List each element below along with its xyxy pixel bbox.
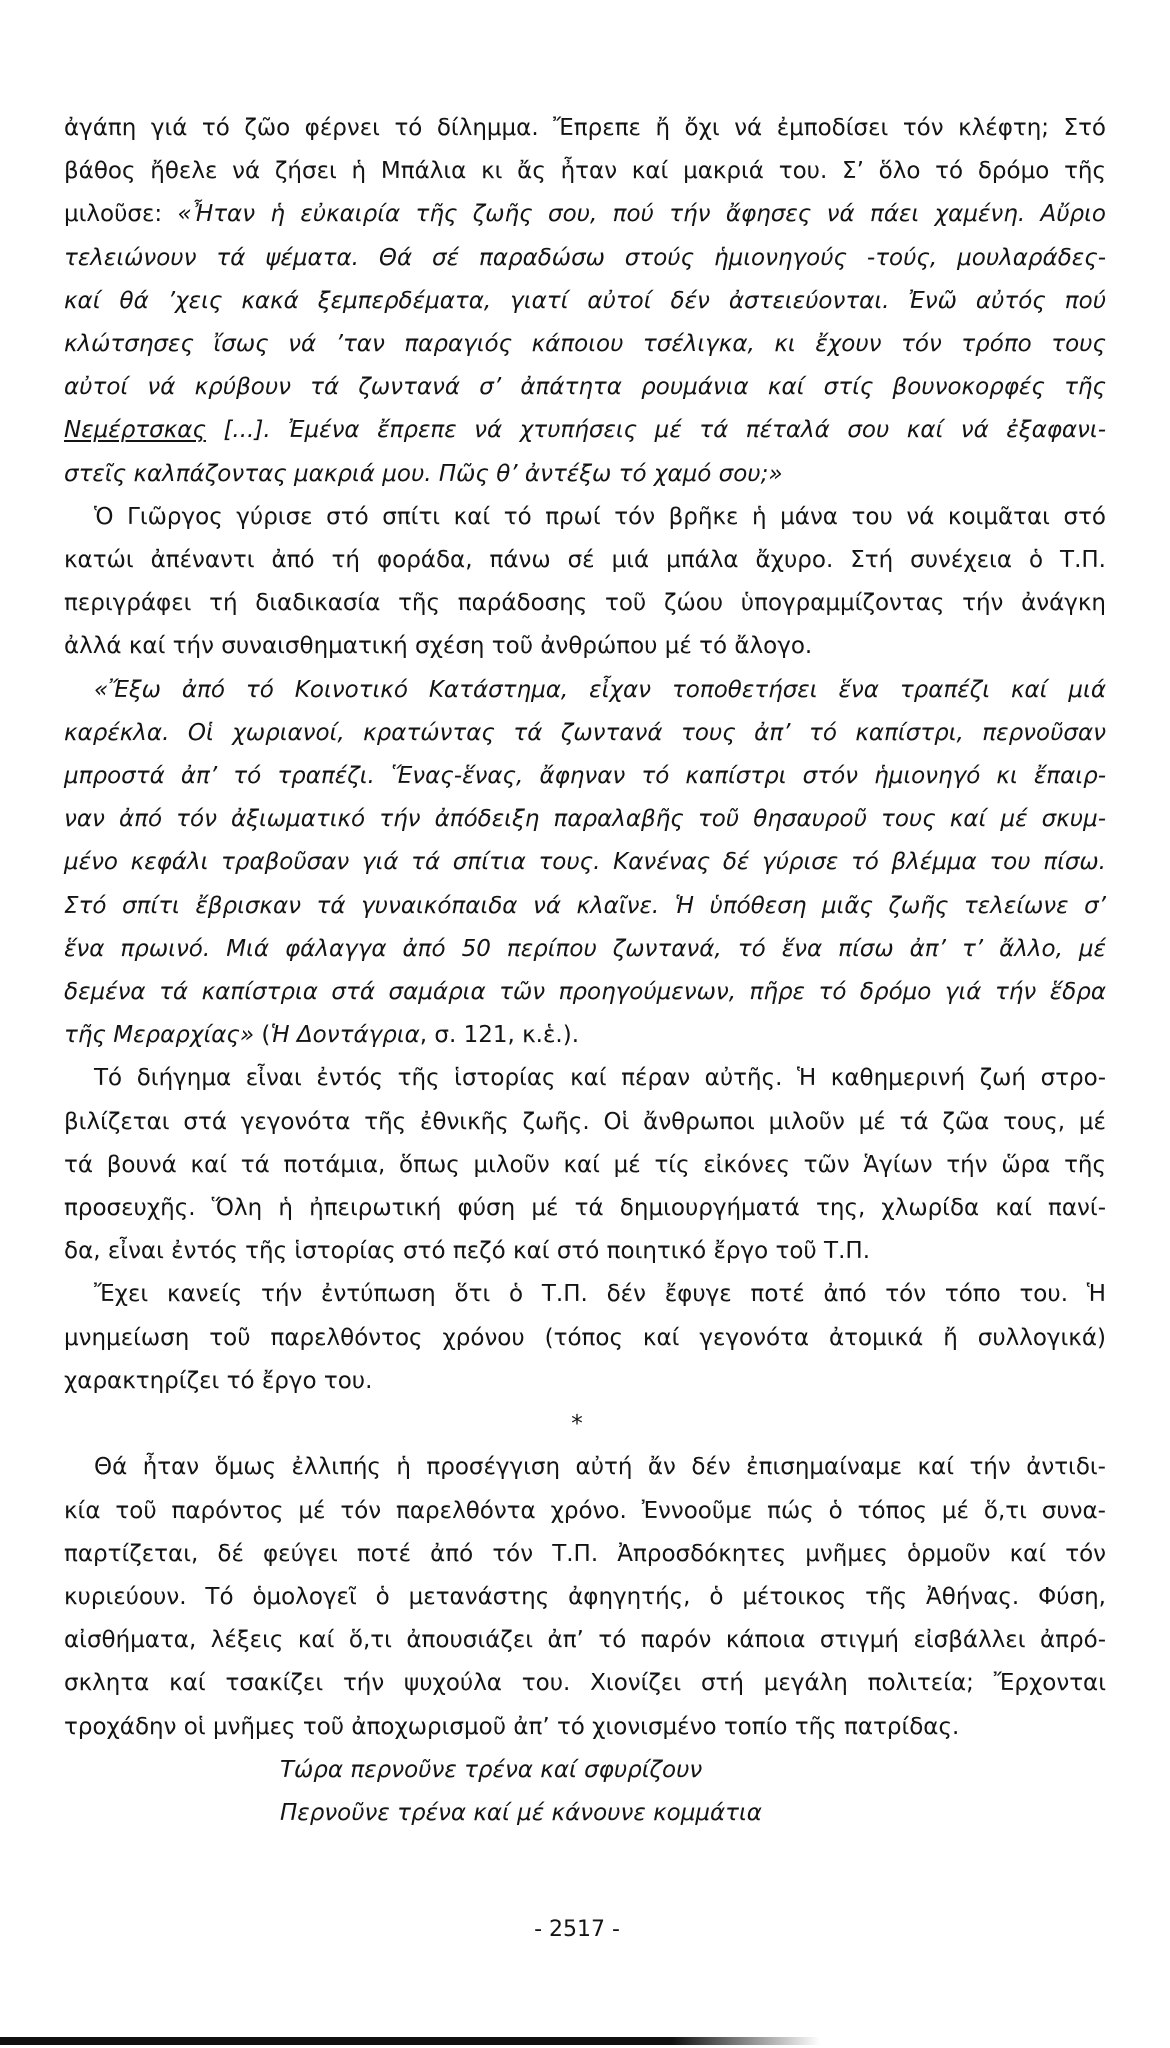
- citation-open: (: [254, 1022, 271, 1049]
- text-line: περιγράφει τή διαδικασία τῆς παράδοσης τοῦ ζώου ὑπογραμμίζοντας τήν ἀνάγκη: [64, 590, 1106, 617]
- text-line: Ἔχει κανείς τήν ἐντύπωση ὅτι ὁ Τ.Π. δέν ἔφυγε ποτέ ἀπό τόν τόπο του. Ἡ: [94, 1281, 1106, 1308]
- text-line: χαρακτηρίζει τό ἔργο του.: [64, 1367, 373, 1394]
- book-title: Ἡ Δοντάγρια: [270, 1022, 420, 1049]
- text-line: δα, εἶναι ἐντός τῆς ἱστορίας στό πεζό καί στό ποιητικό ἔργο τοῦ Τ.Π.: [64, 1238, 871, 1265]
- text-line: Θά ἦταν ὅμως ἐλλιπής ἡ προσέγγιση αὐτή ἄν δέν ἐπισημαίναμε καί τήν ἀντιδι-: [94, 1454, 1106, 1481]
- text-line: σκλητα καί τσακίζει τήν ψυχούλα του. Χιονίζει στή μεγάλη πολιτεία; Ἔρχονται: [64, 1670, 1106, 1697]
- quoted-line: «Ἔξω ἀπό τό Κοινοτικό Κατάστημα, εἶχαν τοποθετήσει ἕνα τραπέζι καί μιά: [94, 676, 1106, 703]
- text-line: ἀλλά καί τήν συναισθηματική σχέση τοῦ ἀνθρώπου μέ τό ἄλογο.: [64, 633, 813, 660]
- paragraph: [64, 496, 1106, 669]
- quoted-line: [64, 409, 1106, 452]
- text-line: [64, 193, 1106, 236]
- paragraph-block-quote: [64, 669, 1106, 1058]
- text-line: αἰσθήματα, λέξεις καί ὅ,τι ἀπουσιάζει ἀπ’ τό παρόν κάποια στιγμή εἰσβάλλει ἀπρό-: [64, 1627, 1106, 1654]
- poem-excerpt: [64, 1749, 1106, 1835]
- quoted-line: δεμένα τά καπίστρια στά σαμάρια τῶν προηγούμενων, πῆρε τό δρόμο γιά τήν ἕδρα: [64, 979, 1106, 1006]
- paragraph: [64, 1057, 1106, 1273]
- line-text: μιλοῦσε:: [64, 201, 178, 228]
- text-line: ἀγάπη γιά τό ζῶο φέρνει τό δίλημμα. Ἔπρεπε ἤ ὄχι νά ἐμποδίσει τόν κλέφτη; Στό: [64, 115, 1106, 141]
- poem-line: Περνοῦνε τρένα καί μέ κάνουνε κομμάτια: [280, 1799, 762, 1826]
- paragraph: [64, 1446, 1106, 1748]
- section-separator-asterisk: *: [571, 1411, 583, 1438]
- text-line: προσευχῆς. Ὅλη ἡ ἠπειρωτική φύση μέ τά δημιουργήματά της, χλωρίδα καί πανί-: [64, 1195, 1106, 1222]
- citation-line: [64, 1014, 1106, 1057]
- quoted-line: μπροστά ἀπ’ τό τραπέζι. Ἕνας-ἕνας, ἄφηναν τό καπίστρι στόν ἡμιονηγό κι ἔπαιρ-: [64, 763, 1106, 790]
- text-line: Ὁ Γιῶργος γύρισε στό σπίτι καί τό πρωί τόν βρῆκε ἡ μάνα του νά κοιμᾶται στό: [94, 503, 1106, 530]
- quoted-line: καρέκλα. Οἱ χωριανοί, κρατώντας τά ζωντανά τους ἀπ’ τό καπίστρι, περνοῦσαν: [64, 719, 1106, 746]
- text-line: Τό διήγημα εἶναι ἐντός τῆς ἱστορίας καί πέραν αὐτῆς. Ἡ καθημερινή ζωή στρο-: [94, 1065, 1106, 1092]
- quoted-line: ναν ἀπό τόν ἀξιωματικό τήν ἀπόδειξη παραλαβῆς τοῦ θησαυροῦ τους καί μέ σκυμ-: [64, 806, 1106, 833]
- quoted-line: μένο κεφάλι τραβοῦσαν γιά τά σπίτια τους. Κανένας δέ γύρισε τό βλέμμα του πίσω.: [64, 849, 1106, 876]
- paragraph-quote-continuation: [64, 107, 1106, 496]
- scan-edge-shadow: [0, 2037, 820, 2045]
- quoted-line: ἕνα πρωινό. Μιά φάλαγγα ἀπό 50 περίπου ζωντανά, τό ἕνα πίσω ἀπ’ τ’ ἄλλο, μέ: [64, 935, 1106, 962]
- text-line: βιλίζεται στά γεγονότα τῆς ἐθνικῆς ζωῆς. Οἱ ἄνθρωποι μιλοῦν μέ τά ζῶα τους, μέ: [64, 1108, 1106, 1135]
- text-line: τά βουνά καί τά ποτάμια, ὅπως μιλοῦν καί μέ τίς εἰκόνες τῶν Ἁγίων τήν ὥρα τῆς: [64, 1151, 1106, 1178]
- underlined-place-name: Νεμέρτσκας: [64, 417, 206, 444]
- paragraph: [64, 1273, 1106, 1403]
- text-line: κατώι ἀπέναντι ἀπό τή φοράδα, πάνω σέ μιά μπάλα ἄχυρο. Στή συνέχεια ὁ Τ.Π.: [64, 547, 1106, 574]
- quoted-line: στεῖς καλπάζοντας μακριά μου. Πῶς θ’ ἀντέξω τό χαμό σου;»: [64, 460, 783, 487]
- text-line: μνημείωση τοῦ παρελθόντος χρόνου (τόπος καί γεγονότα ἀτομικά ἤ συλλογικά): [64, 1324, 1106, 1351]
- quoted-text: [...]. Ἐμένα ἔπρεπε νά χτυπήσεις μέ τά πέταλά σου καί νά ἐξαφανι-: [205, 417, 1106, 444]
- quoted-line: τελειώνουν τά ψέματα. Θά σέ παραδώσω στούς ἡμιονηγούς -τούς, μουλαράδες-: [64, 244, 1106, 271]
- quoted-line: αὐτοί νά κρύβουν τά ζωντανά σ’ ἀπάτητα ρουμάνια καί στίς βουνοκορφές τῆς: [64, 374, 1106, 401]
- page-body: [64, 107, 1106, 1835]
- quoted-line: Στό σπίτι ἔβρισκαν τά γυναικόπαιδα νά κλαῖνε. Ἡ ὑπόθεση μιᾶς ζωῆς τελείωνε σ’: [64, 892, 1106, 919]
- quoted-text: τῆς Μεραρχίας»: [64, 1022, 255, 1049]
- text-line: κυριεύουν. Τό ὁμολογεῖ ὁ μετανάστης ἀφηγητής, ὁ μέτοικος τῆς Ἀθήνας. Φύση,: [64, 1583, 1106, 1610]
- text-line: τροχάδην οἱ μνῆμες τοῦ ἀποχωρισμοῦ ἀπ’ τό χιονισμένο τοπίο τῆς πατρίδας.: [64, 1713, 960, 1740]
- text-line: βάθος ἤθελε νά ζήσει ἡ Μπάλια κι ἄς ἦταν καί μακριά του. Σ’ ὅλο τό δρόμο τῆς: [64, 158, 1106, 185]
- poem-line: Τώρα περνοῦνε τρένα καί σφυρίζουν: [280, 1756, 703, 1783]
- text-line: παρτίζεται, δέ φεύγει ποτέ ἀπό τόν Τ.Π. Ἀπροσδόκητες μνῆμες ὁρμοῦν καί τόν: [64, 1540, 1106, 1567]
- quoted-text: «Ἦταν ἡ εὐκαιρία τῆς ζωῆς σου, πού τήν ἄφησες νά πάει χαμένη. Αὔριο: [177, 201, 1106, 228]
- citation-reference: , σ. 121, κ.ἑ.).: [419, 1022, 580, 1049]
- page-number: - 2517 -: [534, 1917, 620, 1942]
- text-line: κία τοῦ παρόντος μέ τόν παρελθόντα χρόνο. Ἐννοοῦμε πώς ὁ τόπος μέ ὅ,τι συνα-: [64, 1497, 1106, 1524]
- quoted-line: καί θά ’χεις κακά ξεμπερδέματα, γιατί αὐτοί δέν ἀστειεύονται. Ἐνῶ αὐτός πού: [64, 287, 1106, 314]
- quoted-line: κλώτσησες ἴσως νά ’ταν παραγιός κάποιου τσέλιγκα, κι ἔχουν τόν τρόπο τους: [64, 331, 1106, 358]
